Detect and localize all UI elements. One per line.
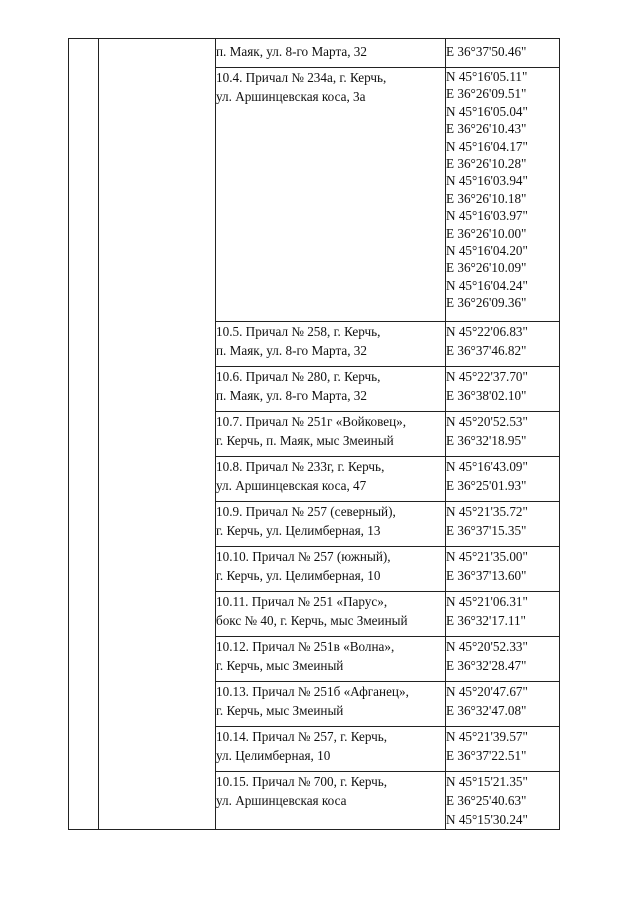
berth-name-cell (216, 502, 446, 547)
coordinate-line: N 45°16'43.09" (446, 459, 528, 474)
coordinates-cell (446, 772, 560, 830)
berth-name-line: 10.8. Причал № 233г, г. Керчь, (216, 459, 385, 474)
coordinate-line: N 45°21'35.00" (446, 549, 528, 564)
berth-name-line: бокс № 40, г. Керчь, мыс Змеиный (216, 613, 408, 628)
berth-name-line: 10.9. Причал № 257 (северный), (216, 504, 396, 519)
coordinate-line: E 36°32'17.11" (446, 613, 526, 628)
coordinate-line: N 45°16'04.24" (446, 277, 528, 293)
coordinates-cell (446, 457, 560, 502)
coordinate-line: E 36°32'18.95" (446, 433, 527, 448)
berth-name-line: г. Керчь, п. Маяк, мыс Змеиный (216, 433, 394, 448)
coordinate-line: E 36°38'02.10" (446, 388, 527, 403)
berth-name-line: 10.7. Причал № 251г «Войковец», (216, 414, 407, 429)
object-column-cell (99, 39, 216, 830)
coordinate-line: N 45°20'52.53" (446, 414, 528, 429)
coordinate-line: N 45°20'52.33" (446, 639, 528, 654)
coordinate-line: N 45°21'35.72" (446, 504, 528, 519)
coordinate-line: E 36°32'28.47" (446, 658, 527, 673)
berth-name-line: г. Керчь, ул. Целимберная, 10 (216, 568, 381, 583)
coordinate-line: N 45°22'37.70" (446, 369, 528, 384)
coordinates-cell (446, 68, 560, 322)
coordinate-line: E 36°37'46.82" (446, 343, 527, 358)
berth-name-cell (216, 367, 446, 412)
coordinates-cell (446, 39, 560, 68)
berth-name-line: 10.4. Причал № 234а, г. Керчь, (216, 70, 387, 85)
berth-name-cell (216, 772, 446, 830)
coordinate-line: E 36°26'10.28" (446, 156, 527, 172)
coordinate-line: N 45°15'21.35" (446, 774, 528, 789)
coordinates-cell (446, 727, 560, 772)
berth-name-cell (216, 547, 446, 592)
berth-name-line: 10.12. Причал № 251в «Волна», (216, 639, 395, 654)
coordinate-line: N 45°16'05.04" (446, 103, 528, 119)
berth-name-cell (216, 322, 446, 367)
berth-name-line: п. Маяк, ул. 8-го Марта, 32 (216, 388, 367, 403)
coordinate-line: N 45°21'39.57" (446, 729, 528, 744)
coordinate-line: N 45°20'47.67" (446, 684, 528, 699)
coordinate-line: N 45°21'06.31" (446, 594, 528, 609)
index-column-cell (69, 39, 99, 830)
berth-name-line: ул. Аршинцевская коса, 47 (216, 478, 367, 493)
berth-name-line: 10.13. Причал № 251б «Афганец», (216, 684, 409, 699)
coordinate-line: E 36°26'10.43" (446, 121, 527, 137)
coordinates-cell (446, 412, 560, 457)
coordinate-line: E 36°26'10.18" (446, 190, 527, 206)
coordinate-line: N 45°16'03.97" (446, 208, 528, 224)
coordinate-line: E 36°37'22.51" (446, 748, 527, 763)
berths-table-body (69, 39, 560, 830)
berth-name-cell (216, 412, 446, 457)
berth-name-line: ул. Целимберная, 10 (216, 748, 331, 763)
coordinates-cell (446, 502, 560, 547)
coordinates-cell (446, 367, 560, 412)
coordinates-cell (446, 322, 560, 367)
berth-name-line: ул. Аршинцевская коса (216, 793, 347, 808)
berth-name-line: 10.11. Причал № 251 «Парус», (216, 594, 388, 609)
table-row (69, 39, 560, 68)
coordinate-line: N 45°16'04.17" (446, 138, 528, 154)
berth-name-cell (216, 457, 446, 502)
coordinate-line: N 45°15'30.24" (446, 812, 528, 827)
berth-name-cell (216, 39, 446, 68)
berth-name-cell (216, 68, 446, 322)
coordinates-cell (446, 637, 560, 682)
coordinates-cell (446, 547, 560, 592)
berth-name-cell (216, 592, 446, 637)
berth-name-line: 10.5. Причал № 258, г. Керчь, (216, 324, 381, 339)
coordinate-line: N 45°16'05.11" (446, 69, 528, 84)
coordinate-line: E 36°26'10.09" (446, 260, 527, 276)
coordinate-line: E 36°32'47.08" (446, 703, 527, 718)
berths-table (68, 38, 560, 830)
berth-name-line: 10.15. Причал № 700, г. Керчь, (216, 774, 388, 789)
berth-name-line: 10.6. Причал № 280, г. Керчь, (216, 369, 381, 384)
coordinate-line: E 36°25'01.93" (446, 478, 527, 493)
coordinates-cell (446, 592, 560, 637)
coordinate-line: E 36°37'15.35" (446, 523, 527, 538)
berth-name-line: г. Керчь, ул. Целимберная, 13 (216, 523, 381, 538)
coordinate-line: N 45°16'03.94" (446, 173, 528, 189)
berth-name-line: ул. Аршинцевская коса, 3а (216, 89, 366, 104)
berth-name-cell (216, 682, 446, 727)
berth-name-line: г. Керчь, мыс Змеиный (216, 703, 344, 718)
coordinate-line: N 45°16'04.20" (446, 243, 528, 259)
coordinate-line: E 36°26'10.00" (446, 225, 527, 241)
berth-name-cell (216, 727, 446, 772)
berth-name-line: 10.10. Причал № 257 (южный), (216, 549, 391, 564)
berth-name-line: 10.14. Причал № 257, г. Керчь, (216, 729, 388, 744)
coordinate-line: E 36°37'13.60" (446, 568, 527, 583)
coordinate-line: E 36°25'40.63" (446, 793, 527, 808)
berth-name-line: г. Керчь, мыс Змеиный (216, 658, 344, 673)
berth-name-line: п. Маяк, ул. 8-го Марта, 32 (216, 343, 367, 358)
coordinates-cell (446, 682, 560, 727)
berth-name-line: п. Маяк, ул. 8-го Марта, 32 (216, 44, 367, 59)
coordinate-line: E 36°26'09.36" (446, 295, 527, 311)
coordinate-line: E 36°37'50.46" (446, 44, 527, 59)
coordinate-line: E 36°26'09.51" (446, 86, 527, 102)
berth-name-cell (216, 637, 446, 682)
coordinate-line: N 45°22'06.83" (446, 324, 528, 339)
